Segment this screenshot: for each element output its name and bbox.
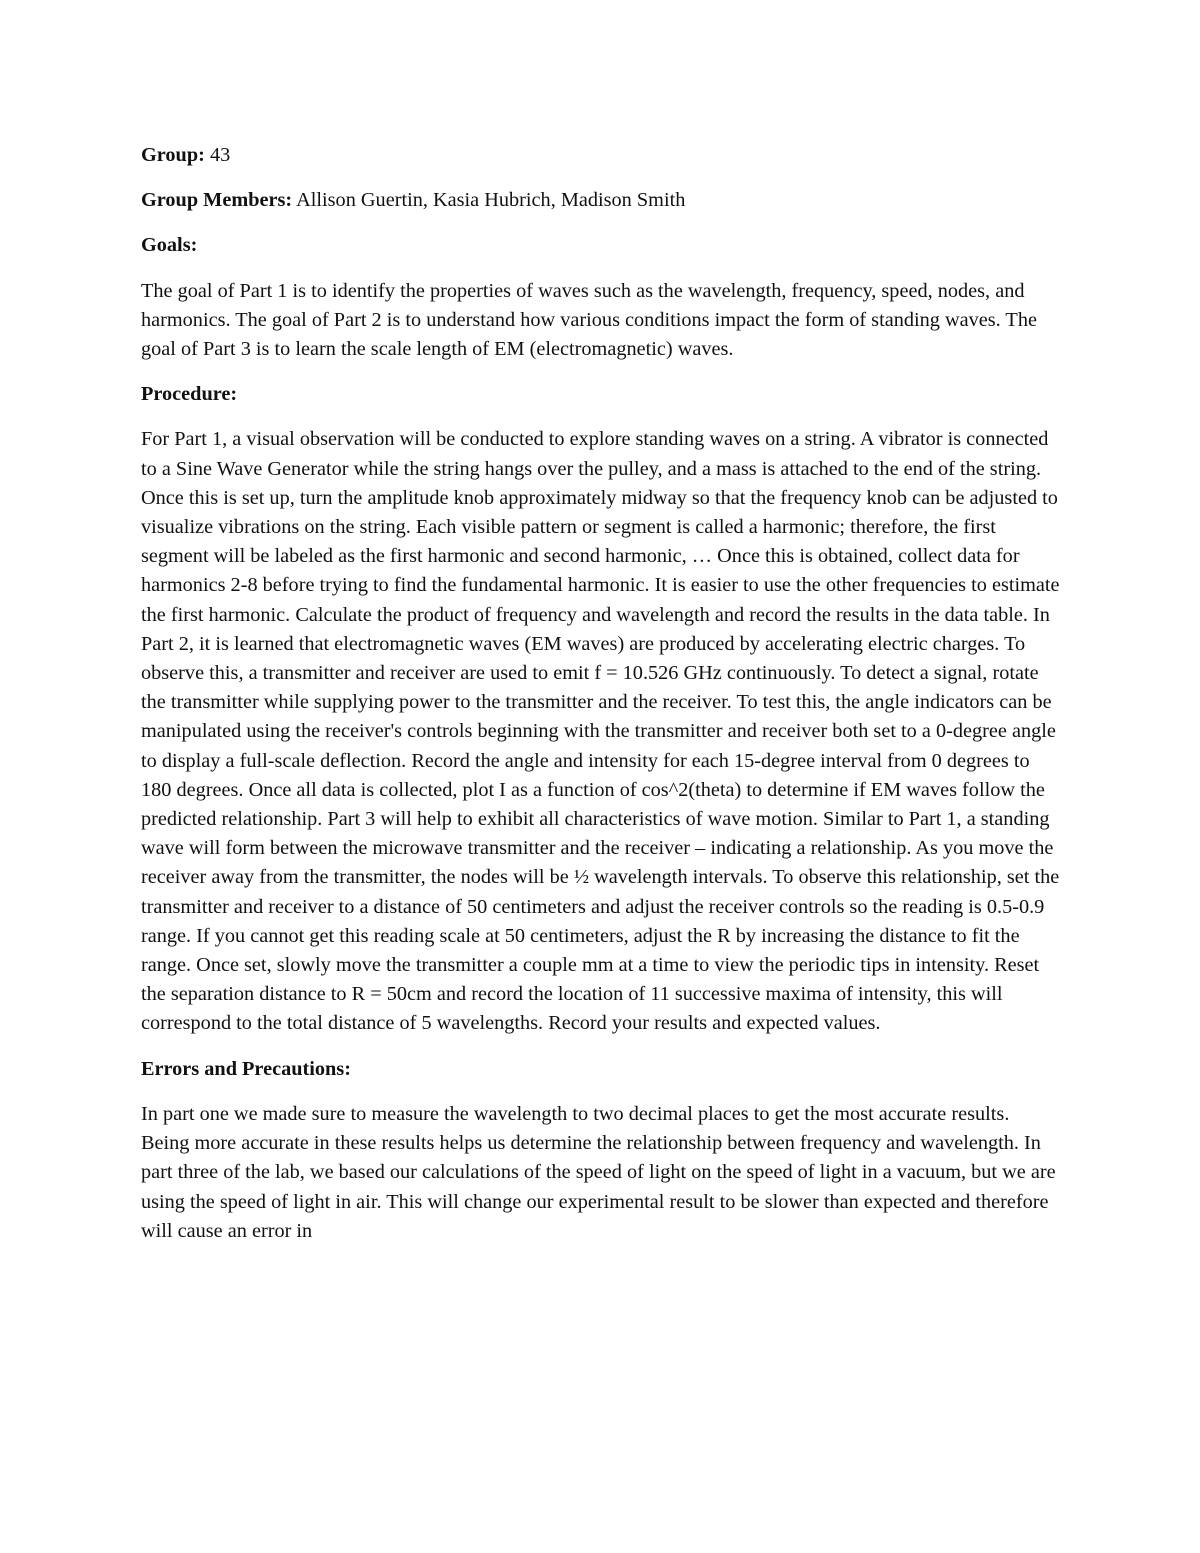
procedure-heading: Procedure: — [141, 383, 238, 406]
errors-heading: Errors and Precautions: — [141, 1057, 351, 1080]
members-value: Allison Guertin, Kasia Hubrich, Madison Smith — [292, 189, 686, 212]
document-page — [141, 141, 1061, 1262]
members-line — [141, 186, 1061, 215]
goals-paragraph: The goal of Part 1 is to identify the properties of waves such as the wavelength, frequency, speed, nodes, and harmonics. The goal of Part 2 is to understand how various conditions impact the form of standing waves. The goal of Part 3 is to learn the scale length of EM (electromagnetic) waves. — [141, 279, 1037, 361]
group-value: 43 — [204, 144, 231, 166]
group-line — [141, 141, 1061, 170]
errors-paragraph: In part one we made sure to measure the wavelength to two decimal places to get the most accurate results. Being more accurate in these results helps us determine the relationship between frequency and wavelength. In part three of the lab, we based our calculations of the speed of light on the speed of light in a vacuum, but we are using the speed of light in air. This will change our experimental result to be slower than expected and therefore will cause an error in — [141, 1102, 1056, 1242]
goals-heading: Goals: — [141, 234, 198, 257]
members-label: Group Members: — [141, 189, 293, 212]
group-label: Group: — [141, 144, 205, 166]
procedure-paragraph: For Part 1, a visual observation will be conducted to explore standing waves on a string. A vibrator is connected to a Sine Wave Generator while the string hangs over the pulley, and a mass is attached to the end of the string. Once this is set up, turn the amplitude knob approximately midway so that the frequency knob can be adjusted to visualize vibrations on the string. Each visible pattern or segment is called a harmonic; therefore, the first segment will be labeled as the first harmonic and second harmonic, … Once this is obtained, collect data for harmonics 2-8 before trying to find the fundamental harmonic. It is easier to use the other frequencies to estimate the first harmonic. Calculate the product of frequency and wavelength and record the results in the data table. In Part 2, it is learned that electromagnetic waves (EM waves) are produced by accelerating electric charges. To observe this, a transmitter and receiver are used to emit f = 10.526 GHz continuously. To detect a signal, rotate the transmitter while supplying power to the transmitter and the receiver. To test this, the angle indicators can be manipulated using the receiver's controls beginning with the transmitter and receiver both set to a 0-degree angle to display a full-scale deflection. Record the angle and intensity for each 15-degree interval from 0 degrees to 180 degrees. Once all data is collected, plot I as a function of cos^2(theta) to determine if EM waves follow the predicted relationship. Part 3 will help to exhibit all characteristics of wave motion. Similar to Part 1, a standing wave will form between the microwave transmitter and the receiver – indicating a relationship. As you move the receiver away from the transmitter, the nodes will be ½ wavelength intervals. To observe this relationship, set the transmitter and receiver to a distance of 50 centimeters and adjust the receiver controls so the reading is 0.5-0.9 range. If you cannot get this reading scale at 50 centimeters, adjust the R by increasing the distance to fit the range. Once set, slowly move the transmitter a couple mm at a time to view the periodic tips in intensity. Reset the separation distance to R = 50cm and record the location of 11 successive maxima of intensity, this will correspond to the total distance of 5 wavelengths. Record your results and expected values. — [141, 428, 1060, 1035]
